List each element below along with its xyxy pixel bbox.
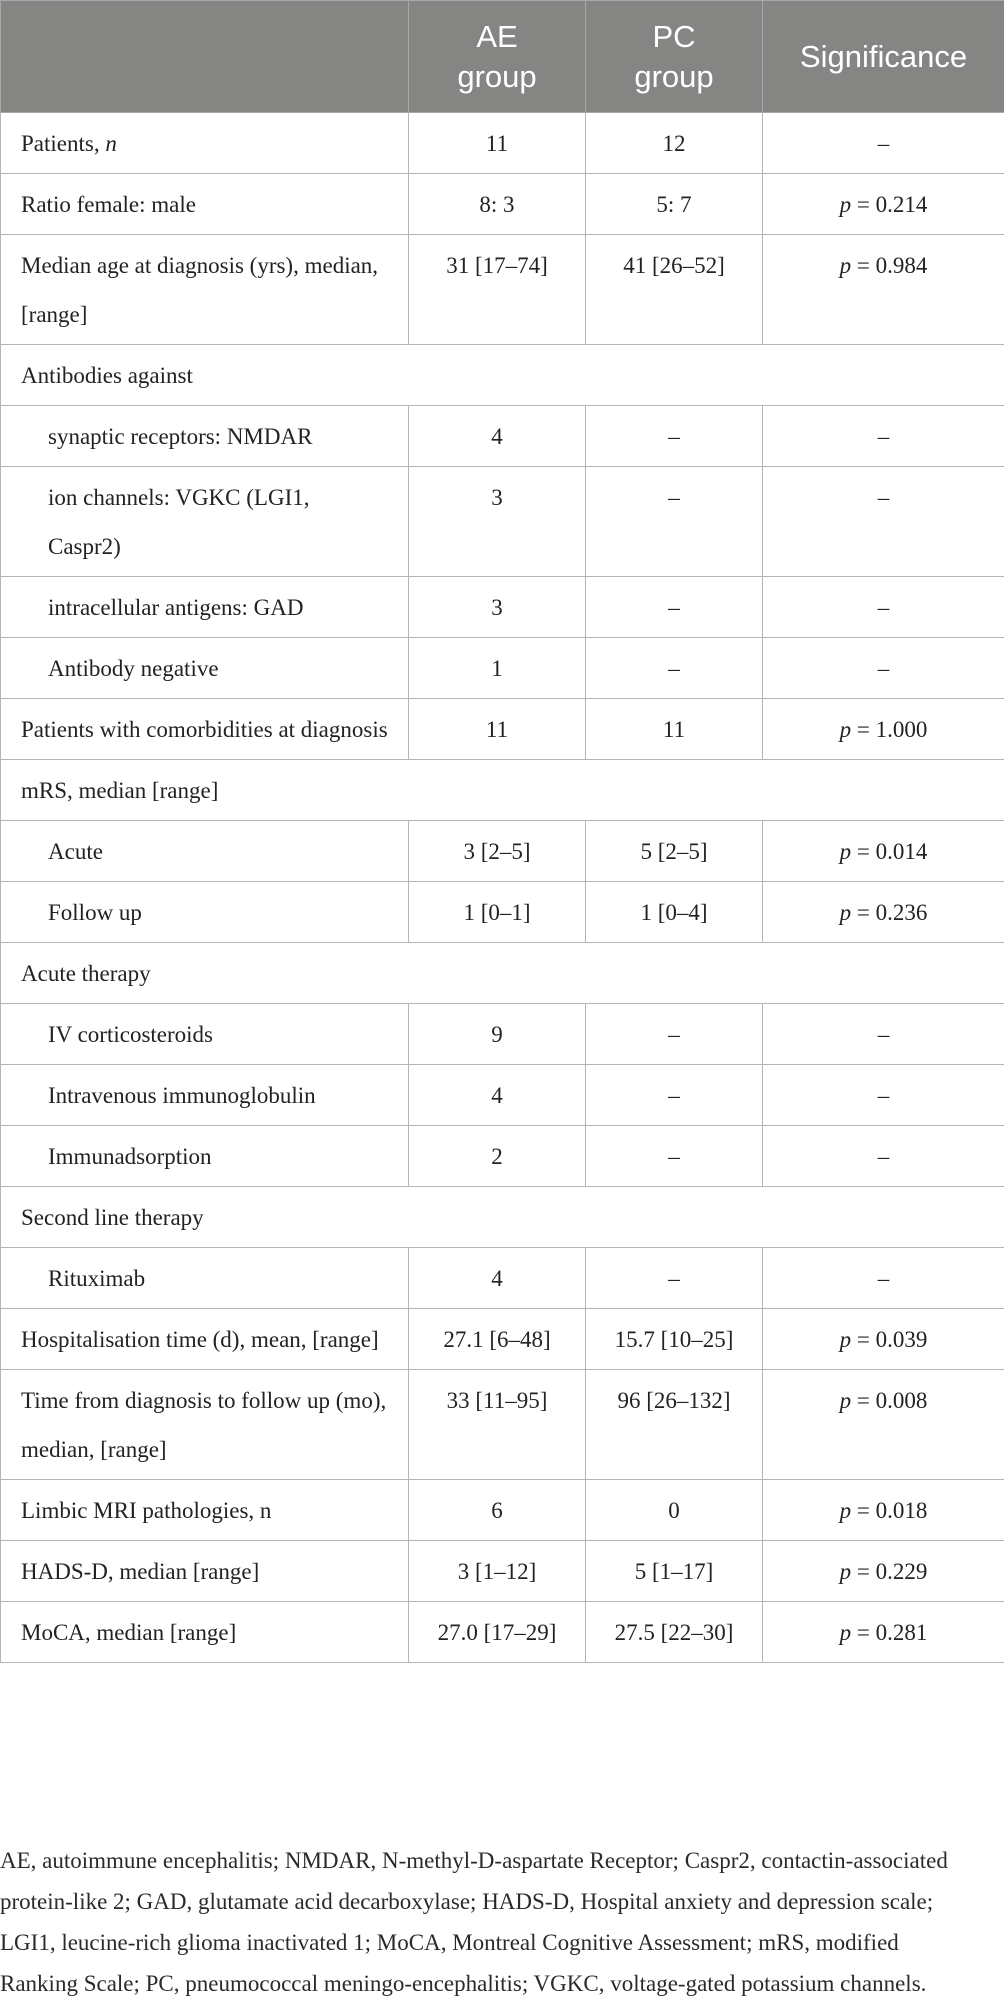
table-row [1,1309,1004,1370]
p-symbol: p [840,1498,852,1523]
significance-value [763,235,1004,345]
header-pc-line2: group [586,57,762,97]
p-value: = 1.000 [851,717,927,742]
p-symbol: p [840,839,852,864]
header-pc-line1: PC [586,17,762,57]
section-blank-cell [586,760,763,821]
row-label: Ratio female: male [1,174,409,235]
header-ae-line1: AE [409,17,585,57]
p-symbol: p [840,1327,852,1352]
ae-value: 1 [0–1] [409,882,586,943]
ae-value: 4 [409,406,586,467]
p-value: – [878,1083,890,1108]
ae-value: 33 [11–95] [409,1370,586,1480]
p-value: = 0.018 [851,1498,927,1523]
p-value: = 0.229 [851,1559,927,1584]
pc-value: – [586,1004,763,1065]
table-row [1,1004,1004,1065]
header-pc-group [586,1,763,113]
row-label [1,113,409,174]
row-label: synaptic receptors: NMDAR [1,406,409,467]
p-value: – [878,131,890,156]
p-value: – [878,485,890,510]
pc-value: 96 [26–132] [586,1370,763,1480]
section-blank-cell [586,943,763,1004]
section-blank-cell [586,1187,763,1248]
row-label: HADS-D, median [range] [1,1541,409,1602]
row-label: Patients with comorbidities at diagnosis [1,699,409,760]
section-blank-cell [763,345,1004,406]
table-row [1,577,1004,638]
row-label: IV corticosteroids [1,1004,409,1065]
ae-value: 9 [409,1004,586,1065]
ae-value: 27.1 [6–48] [409,1309,586,1370]
pc-value: 5 [1–17] [586,1541,763,1602]
significance-value [763,1004,1004,1065]
section-label: Acute therapy [1,943,409,1004]
row-label: intracellular antigens: GAD [1,577,409,638]
p-value: = 0.014 [851,839,927,864]
row-label: ion channels: VGKC (LGI1, Caspr2) [1,467,409,577]
ae-value: 11 [409,113,586,174]
table-header [1,1,1004,113]
section-blank-cell [409,345,586,406]
row-label: Median age at diagnosis (yrs), median, [range] [1,235,409,345]
pc-value: 5 [2–5] [586,821,763,882]
row-label: Follow up [1,882,409,943]
table-row [1,1602,1004,1663]
pc-value: – [586,406,763,467]
pc-value: 15.7 [10–25] [586,1309,763,1370]
ae-value: 1 [409,638,586,699]
table-row [1,943,1004,1004]
table-row [1,1065,1004,1126]
table-row [1,174,1004,235]
p-value: – [878,1022,890,1047]
table-row [1,406,1004,467]
section-blank-cell [409,760,586,821]
p-symbol: p [840,1388,852,1413]
significance-value [763,1309,1004,1370]
p-value: – [878,1266,890,1291]
p-value: = 0.984 [851,253,927,278]
pc-value: 27.5 [22–30] [586,1602,763,1663]
p-symbol: p [840,1620,852,1645]
p-symbol: p [840,717,852,742]
row-label: Acute [1,821,409,882]
pc-value: – [586,577,763,638]
header-ae-group [409,1,586,113]
section-blank-cell [586,345,763,406]
row-label: Rituximab [1,1248,409,1309]
header-significance: Significance [763,1,1004,113]
significance-value [763,113,1004,174]
table-body [1,113,1004,1663]
ae-value: 8: 3 [409,174,586,235]
section-label: Second line therapy [1,1187,409,1248]
section-blank-cell [763,1187,1004,1248]
section-blank-cell [409,1187,586,1248]
row-label: Intravenous immunoglobulin [1,1065,409,1126]
pc-value: – [586,1248,763,1309]
pc-value: – [586,1126,763,1187]
row-label: Limbic MRI pathologies, n [1,1480,409,1541]
pc-value: – [586,638,763,699]
table-row [1,1541,1004,1602]
table-row [1,638,1004,699]
pc-value: 12 [586,113,763,174]
significance-value [763,1248,1004,1309]
ae-value: 31 [17–74] [409,235,586,345]
section-blank-cell [763,943,1004,1004]
pc-value: – [586,467,763,577]
table-row [1,1248,1004,1309]
row-label: Time from diagnosis to follow up (mo), median, [range] [1,1370,409,1480]
ae-value: 2 [409,1126,586,1187]
significance-value [763,882,1004,943]
significance-value [763,1370,1004,1480]
p-value: = 0.281 [851,1620,927,1645]
header-ae-line2: group [409,57,585,97]
row-label: MoCA, median [range] [1,1602,409,1663]
section-blank-cell [763,760,1004,821]
ae-value: 27.0 [17–29] [409,1602,586,1663]
significance-value [763,174,1004,235]
table-row [1,345,1004,406]
table-row [1,1126,1004,1187]
p-symbol: p [840,253,852,278]
significance-value [763,699,1004,760]
section-label: Antibodies against [1,345,409,406]
row-label: Hospitalisation time (d), mean, [range] [1,1309,409,1370]
significance-value [763,467,1004,577]
table-row [1,821,1004,882]
p-value: – [878,424,890,449]
p-value: = 0.039 [851,1327,927,1352]
row-label-text: Patients, n [21,131,117,156]
significance-value [763,1126,1004,1187]
pc-value: 5: 7 [586,174,763,235]
p-value: – [878,656,890,681]
table-row [1,760,1004,821]
table-row [1,882,1004,943]
pc-value: 41 [26–52] [586,235,763,345]
p-value: = 0.214 [851,192,927,217]
table-footnote: AE, autoimmune encephalitis; NMDAR, N-methyl-D-aspartate Receptor; Caspr2, contactin-associated protein-like 2; GAD, glutamate acid decarboxylase; HADS-D, Hospital anxiety and depression scale; LGI1, leucine-rich glioma inactivated 1; MoCA, Montreal Cognitive Assessment; mRS, modified Ranking Scale; PC, pneumococcal meningo-encephalitis; VGKC, voltage-gated potassium channels. [0,1840,970,2004]
p-value: = 0.008 [851,1388,927,1413]
italic-n: n [105,131,117,156]
ae-value: 3 [409,577,586,638]
significance-value [763,1065,1004,1126]
table-row [1,1187,1004,1248]
pc-value: 0 [586,1480,763,1541]
row-label: Immunadsorption [1,1126,409,1187]
pc-value: 1 [0–4] [586,882,763,943]
ae-value: 3 [1–12] [409,1541,586,1602]
ae-value: 3 [2–5] [409,821,586,882]
significance-value [763,406,1004,467]
row-label: Antibody negative [1,638,409,699]
table-row [1,1480,1004,1541]
table-row [1,467,1004,577]
ae-value: 11 [409,699,586,760]
significance-value [763,638,1004,699]
p-value: = 0.236 [851,900,927,925]
p-symbol: p [840,192,852,217]
ae-value: 6 [409,1480,586,1541]
significance-value [763,577,1004,638]
table-row [1,699,1004,760]
table-row [1,113,1004,174]
ae-value: 3 [409,467,586,577]
significance-value [763,821,1004,882]
section-blank-cell [409,943,586,1004]
significance-value [763,1602,1004,1663]
pc-value: – [586,1065,763,1126]
ae-value: 4 [409,1248,586,1309]
p-symbol: p [840,1559,852,1584]
header-empty [1,1,409,113]
p-value: – [878,1144,890,1169]
table-row [1,235,1004,345]
p-symbol: p [840,900,852,925]
table-row [1,1370,1004,1480]
header-row [1,1,1004,113]
p-value: – [878,595,890,620]
significance-value [763,1480,1004,1541]
section-label: mRS, median [range] [1,760,409,821]
ae-value: 4 [409,1065,586,1126]
significance-value [763,1541,1004,1602]
pc-value: 11 [586,699,763,760]
